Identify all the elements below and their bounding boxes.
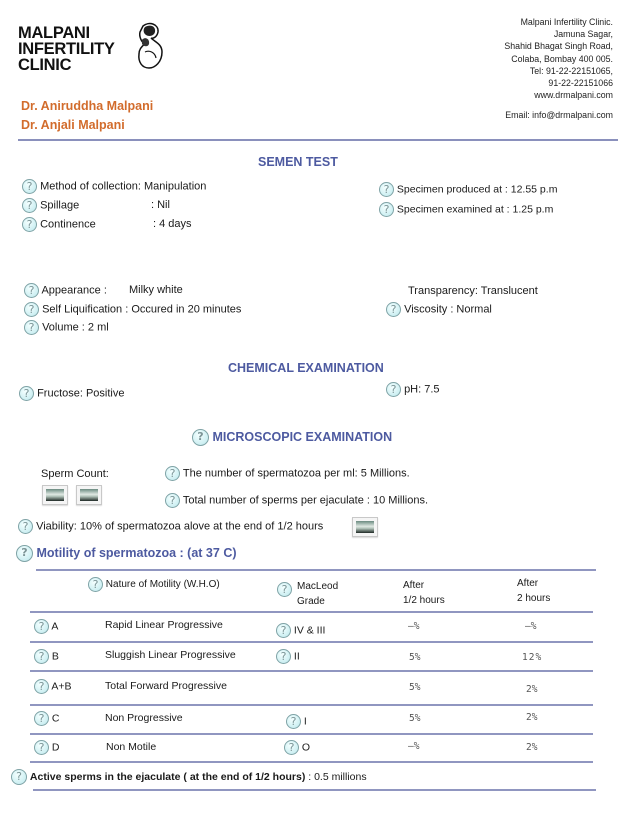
section-title-chemical: CHEMICAL EXAMINATION [228, 361, 384, 375]
logo-line-3: CLINIC [18, 56, 72, 74]
liquification-row [24, 302, 241, 317]
header-nature-label: Nature of Motility (W.H.O) [105, 579, 220, 591]
help-question-icon[interactable] [34, 679, 49, 694]
motility-half-hour: 5% [409, 652, 421, 663]
help-question-icon[interactable] [277, 582, 292, 597]
header-half-line-2: 1/2 hours [403, 595, 445, 606]
help-question-icon[interactable] [284, 740, 299, 755]
help-question-icon[interactable] [34, 619, 49, 634]
motility-two-hours: –% [525, 621, 537, 632]
motility-code: C [51, 712, 60, 725]
ph-text: pH: 7.5 [404, 383, 440, 396]
motility-grade-cell [284, 740, 310, 755]
table-row [34, 679, 71, 694]
bottom-rule [33, 789, 596, 791]
viscosity-row [386, 302, 492, 317]
appearance-row [24, 283, 107, 298]
section-title-semen-test: SEMEN TEST [258, 155, 338, 169]
table-row [34, 619, 58, 634]
motility-nature: Rapid Linear Progressive [105, 619, 223, 631]
address-line: Jamuna Sagar, [553, 29, 613, 40]
method-of-collection-row [22, 179, 206, 194]
active-sperms-label: Active sperms in the ejaculate ( at the end of 1/2 hours) [29, 770, 306, 783]
phone-line: Tel: 91-22-22151065, [529, 65, 613, 76]
spillage-value: : Nil [151, 199, 170, 211]
table-row [34, 649, 59, 664]
doctor-name-2: Dr. Anjali Malpani [21, 118, 125, 132]
help-question-icon[interactable] [34, 649, 49, 664]
help-question-icon[interactable] [24, 283, 39, 298]
help-question-icon[interactable] [18, 519, 33, 534]
motility-code: B [51, 650, 59, 663]
help-question-icon[interactable] [165, 493, 180, 508]
fructose-row [19, 386, 124, 401]
motility-grade-cell [276, 649, 300, 664]
sperm-count-label: Sperm Count: [41, 468, 109, 480]
motility-code: A+B [51, 680, 72, 693]
header-divider [18, 139, 618, 141]
table-row [34, 711, 60, 726]
header-two-line-2: 2 hours [517, 593, 551, 604]
specimen-examined-text: Specimen examined at : 1.25 p.m [396, 203, 554, 216]
help-question-icon[interactable] [22, 198, 37, 213]
per-ml-row [165, 466, 410, 481]
continence-row [22, 217, 96, 232]
help-question-icon[interactable] [24, 320, 39, 335]
per-ejaculate-text: Total number of sperms per ejaculate : 10 Millions. [182, 494, 429, 507]
method-of-collection-text: Method of collection: Manipulation [40, 180, 207, 193]
continence-label: Continence [40, 218, 96, 231]
logo-line-1: MALPANI [18, 24, 90, 42]
doctor-name-1: Dr. Aniruddha Malpani [21, 99, 154, 113]
section-title-microscopic: MICROSCOPIC EXAMINATION [212, 429, 393, 444]
header-after-two-hours [517, 576, 550, 606]
help-question-icon[interactable] [165, 466, 180, 481]
address-line: Malpani Infertility Clinic. [520, 17, 613, 27]
address-line: Colaba, Bombay 400 005. [511, 53, 613, 64]
motility-grade: II [293, 650, 300, 663]
specimen-produced-text: Specimen produced at : 12.55 p.m [396, 183, 558, 196]
header-two-line-1: After [517, 578, 539, 589]
motility-grade: I [303, 715, 307, 728]
help-question-icon-grade[interactable] [277, 581, 292, 599]
header-macleod-grade [297, 579, 338, 609]
motility-grade-cell [286, 714, 307, 729]
clinic-address [504, 16, 613, 122]
help-question-icon[interactable] [386, 302, 401, 317]
row-divider [30, 733, 593, 735]
image-thumbnail-icon[interactable] [76, 485, 102, 505]
table-header-rule [30, 611, 593, 613]
motility-two-hours: 12% [522, 652, 543, 663]
help-question-icon[interactable] [276, 649, 291, 664]
active-sperms-value: : 0.5 millions [305, 770, 367, 783]
motility-code: A [51, 620, 59, 633]
motility-title-row [16, 545, 237, 562]
help-question-icon[interactable] [379, 182, 394, 197]
website-link[interactable]: www.drmalpani.com [534, 90, 613, 101]
table-top-rule [36, 569, 596, 571]
help-question-icon[interactable] [379, 202, 394, 217]
help-question-icon[interactable] [11, 769, 27, 785]
help-question-icon[interactable] [192, 429, 209, 446]
help-question-icon[interactable] [22, 217, 37, 232]
fructose-text: Fructose: Positive [37, 387, 125, 400]
continence-value: : 4 days [153, 218, 192, 230]
help-question-icon[interactable] [34, 740, 49, 755]
motility-two-hours: 2% [526, 712, 538, 723]
row-divider [30, 670, 593, 672]
spillage-label: Spillage [40, 199, 80, 212]
email-link[interactable]: Email: info@drmalpani.com [505, 110, 613, 121]
header-nature [88, 577, 220, 592]
help-question-icon[interactable] [88, 577, 103, 592]
image-thumbnail-icon[interactable] [42, 485, 68, 505]
header-half-line-1: After [403, 580, 425, 591]
motility-code: D [51, 741, 60, 754]
per-ejaculate-row [165, 493, 428, 508]
per-ml-text: The number of spermatozoa per ml: 5 Millions. [182, 467, 410, 480]
help-question-icon[interactable] [286, 714, 301, 729]
transparency-text: Transparency: Translucent [408, 285, 538, 297]
motility-grade: IV & III [293, 624, 326, 637]
appearance-label: Appearance : [41, 284, 107, 297]
viscosity-text: Viscosity : Normal [404, 303, 492, 316]
header-macleod-line-1: MacLeod [297, 581, 339, 592]
liquification-text: Self Liquification : Occured in 20 minutes [42, 303, 242, 316]
row-divider [30, 641, 593, 643]
doctor-names [21, 97, 153, 135]
motility-nature: Sluggish Linear Progressive [105, 649, 236, 661]
section-title-microscopic-row [192, 429, 392, 446]
row-divider [30, 761, 593, 763]
help-question-icon[interactable] [386, 382, 401, 397]
motility-nature: Non Motile [106, 741, 157, 753]
help-question-icon[interactable] [16, 545, 33, 562]
help-question-icon[interactable] [24, 302, 39, 317]
viability-row [18, 519, 323, 534]
ph-row [386, 382, 440, 397]
help-question-icon[interactable] [276, 623, 291, 638]
header-macleod-line-2: Grade [297, 596, 325, 607]
clinic-logo-text [18, 25, 115, 73]
address-line: Shahid Bhagat Singh Road, [504, 41, 613, 52]
row-divider [30, 704, 593, 706]
header-after-half-hour [403, 578, 445, 608]
motility-half-hour: 5% [409, 713, 421, 724]
help-question-icon[interactable] [19, 386, 34, 401]
motility-half-hour: 5% [409, 682, 421, 693]
specimen-examined-row [379, 202, 553, 217]
motility-two-hours: 2% [526, 742, 538, 753]
motility-grade-cell [276, 623, 325, 638]
motility-nature: Total Forward Progressive [105, 680, 227, 692]
phone-line: 91-22-22151066 [548, 78, 613, 89]
table-row [34, 740, 60, 755]
help-question-icon[interactable] [22, 179, 37, 194]
motility-half-hour: –% [408, 621, 420, 632]
volume-text: Volume : 2 ml [42, 321, 109, 334]
logo-line-2: INFERTILITY [18, 40, 115, 58]
motility-grade: O [301, 741, 311, 754]
motility-nature: Non Progressive [105, 712, 183, 724]
specimen-produced-row [379, 182, 557, 197]
image-thumbnail-icon[interactable] [352, 517, 378, 537]
spillage-row [22, 198, 79, 213]
active-sperms-row [11, 769, 367, 785]
clinic-logo-icon [135, 22, 165, 70]
help-question-icon[interactable] [34, 711, 49, 726]
viability-text: Viability: 10% of spermatozoa alove at the end of 1/2 hours [36, 520, 324, 533]
volume-row [24, 320, 109, 335]
motility-half-hour: –% [408, 741, 420, 752]
appearance-value: Milky white [129, 284, 183, 296]
motility-title: Motility of spermatozoa : (at 37 C) [36, 545, 237, 560]
motility-two-hours: 2% [526, 684, 538, 695]
